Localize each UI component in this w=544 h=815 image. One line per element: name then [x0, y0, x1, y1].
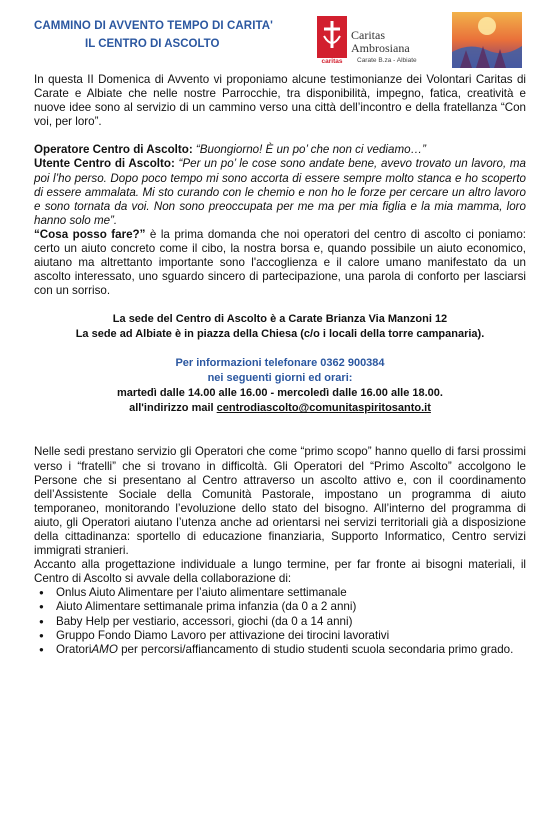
- operator-label: Operatore Centro di Ascolto:: [34, 143, 193, 157]
- question-paragraph: [34, 228, 526, 298]
- logo-subtitle: Carate B.za - Albiate: [357, 57, 417, 64]
- logo-name-line2: Ambrosiana: [351, 41, 410, 55]
- list-item: ● Gruppo Fondo Diamo Lavoro per attivazione dei tirocini lavorativi: [56, 629, 526, 643]
- info-hours: martedì dalle 14.00 alle 16.00 - mercoledì dalle 16.00 alle 18.00.: [117, 387, 443, 400]
- logo-name-line1: Caritas: [351, 28, 385, 42]
- question-text: è la prima domanda che noi operatori del centro di ascolto ci poniamo: certo un aiuto concreto come il cibo, la nostra borsa e, quando possibile un aiuto economico, aiutano ma altrettanto importante sono l'accoglienza e il calore umano manifestato da un ascolto interessato, uno sguardo sincero di partecipazione, una parola di conforto per lasciarsi con un sorriso.: [34, 227, 526, 298]
- user-text: “Per un po’ le cose sono andate bene, avevo trovato un lavoro, ma poi l’ho perso. Dopo poco tempo mi sono accorta di essere sempre molto stanca e ho scoperto di essere ammalata. Mi sto curando con le chemio e non ho le forze per cercare un altro lavoro e sono tornata da voi. Non sono preoccupata per me ma per mia figlia e la mia mamma, loro hanno solo me”.: [34, 157, 526, 227]
- info-email: [34, 401, 526, 416]
- email-link[interactable]: centrodiascolto@comunitaspiritosanto.it: [216, 402, 431, 415]
- operator-text: “Buongiorno! È un po’ che non ci vediamo…”: [195, 143, 427, 157]
- user-label: Utente Centro di Ascolto:: [34, 157, 175, 171]
- page-title: CAMMINO DI AVVENTO TEMPO DI CARITA': [34, 20, 274, 32]
- oratori-italic: AMO: [91, 642, 118, 656]
- info-email-prefix: all'indirizzo mail: [129, 402, 217, 415]
- sede-carate: La sede del Centro di Ascolto è a Carate Brianza Via Manzoni 12: [112, 313, 448, 326]
- list-item: ● Baby Help per vestiario, accessori, giochi (da 0 a 14 anni): [56, 615, 526, 629]
- collaborations-list: [34, 586, 526, 656]
- question-label: “Cosa posso fare?”: [34, 227, 146, 241]
- oratori-rest: per percorsi/affiancamento di studio studenti scuola secondaria primo grado.: [117, 642, 514, 656]
- list-item: ● Onlus Aiuto Alimentare per l’aiuto alimentare settimanale: [56, 586, 526, 600]
- list-item: ● Aiuto Alimentare settimanale prima infanzia (da 0 a 2 anni): [56, 600, 526, 614]
- intro-paragraph: In questa II Domenica di Avvento vi proponiamo alcune testimonianze dei Volontari Caritas di Carate e Albiate che nelle nostre Parrocchie, tra disponibilità, impegno, fatica, creatività e nuove idee sono al servizio di un cammino verso una città dell’incontro e della fratellanza “Con voi, per loro”.: [34, 73, 526, 129]
- page-subtitle: IL CENTRO DI ASCOLTO: [85, 38, 220, 50]
- sede-albiate: La sede ad Albiate è in piazza della Chiesa (c/o i locali della torre campanaria).: [75, 328, 485, 341]
- document-body: [34, 73, 526, 657]
- caritas-cross-icon: [317, 16, 347, 58]
- header: [0, 0, 544, 70]
- accanto-paragraph: Accanto alla progettazione individuale a lungo termine, per far fronte ai bisogni materiali, il Centro di Ascolto si avvale della collaborazione di:: [34, 558, 526, 586]
- servizio-paragraph: Nelle sedi prestano servizio gli Operatori che come “primo scopo” hanno quello di farsi prossimi verso i “fratelli” che si trovano in difficoltà. Gli Operatori del “Primo Ascolto” accolgono le Persone che si presentano al Centro attraverso un ascolto attivo e, con il coordinamento dell’Assistente Sociale della Comunità Pastorale, impostano un programma di aiuto temporaneo, monitorando l’evoluzione dello stato del bisogno. All’interno del programma di aiuto, gli Operatori aiutano l’utenza anche ad orientarsi nei servizi territoriali già a disposizione della cittadinanza: sportello di educazione finanziaria, Supporto Informatico, Centro servizi immigrati stranieri.: [34, 445, 526, 558]
- logo-mark-text: caritas: [321, 58, 343, 65]
- caritas-logo: [317, 16, 440, 66]
- info-days: nei seguenti giorni ed orari:: [207, 372, 353, 385]
- oratori-prefix: Oratori: [56, 642, 92, 656]
- decorative-artwork-image: [452, 12, 522, 68]
- list-item: [56, 643, 526, 657]
- info-phone: Per informazioni telefonare 0362 900384: [175, 357, 385, 370]
- dialogue-user: [34, 157, 526, 227]
- dialogue-operator: [34, 143, 526, 157]
